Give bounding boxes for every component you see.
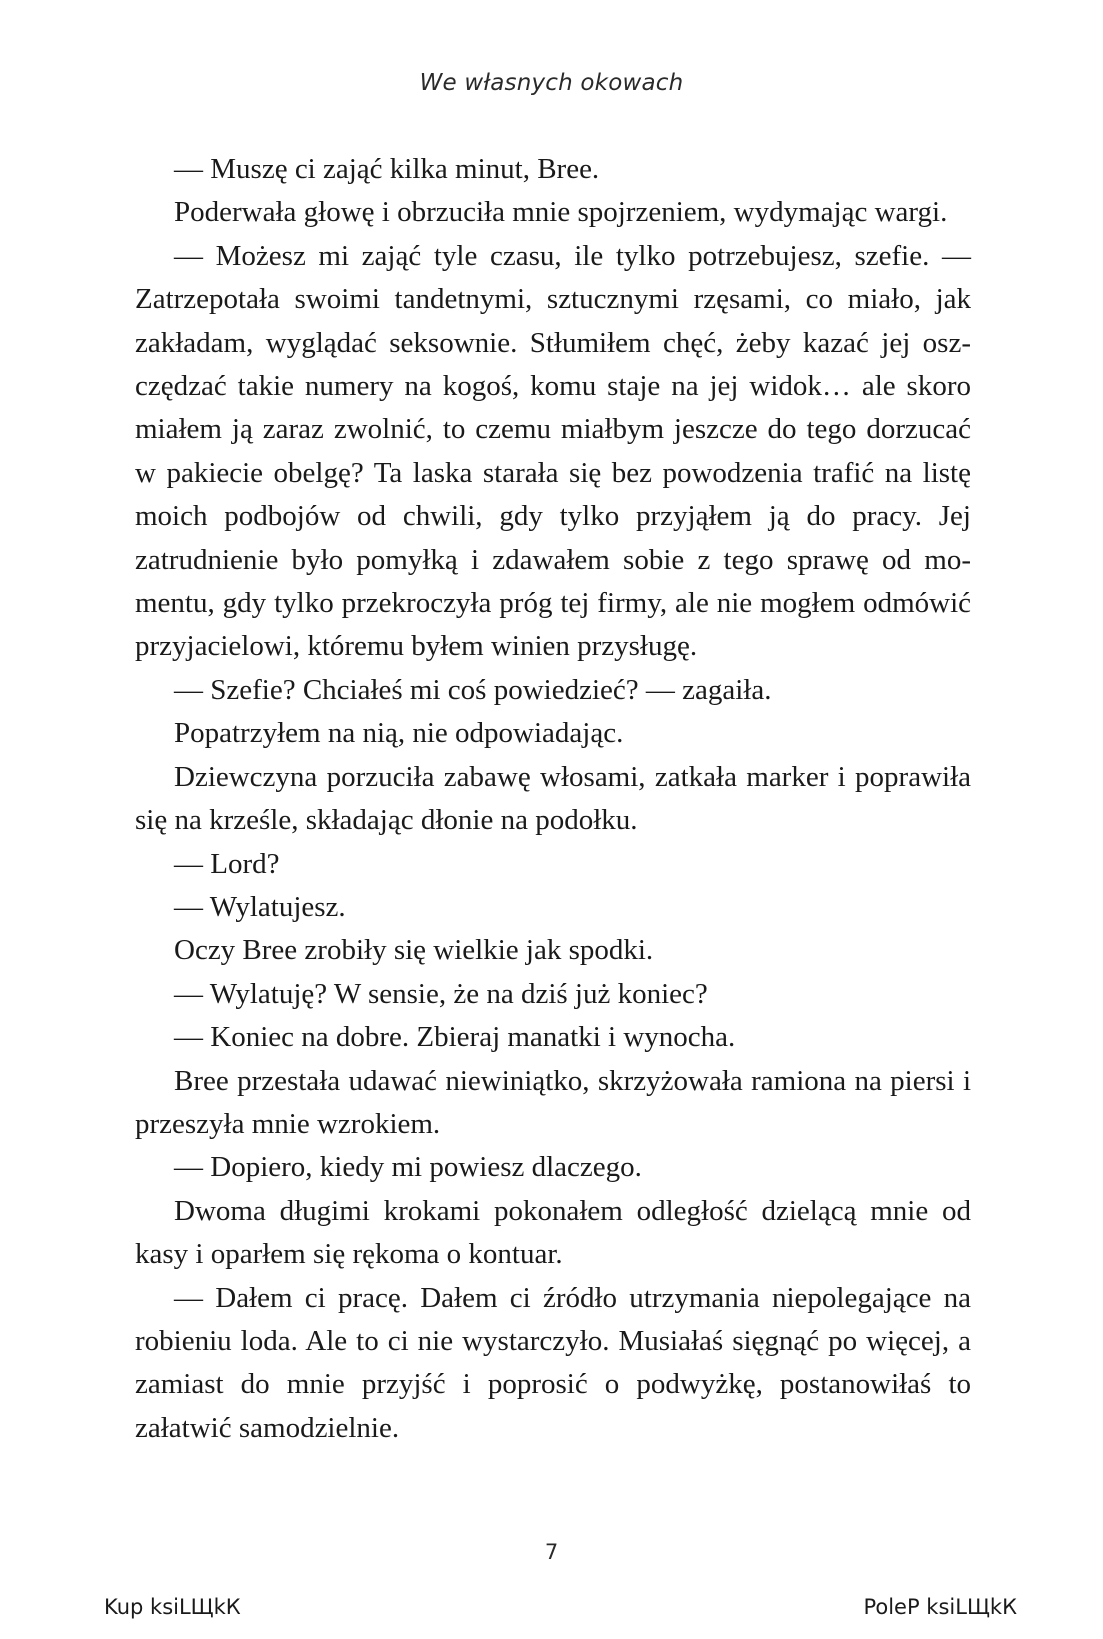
paragraph: — Muszę ci zająć kilka minut, Bree. — [174, 153, 600, 185]
paragraph: — Wylatuję? W sensie, że na dziś już koniec? — [174, 977, 708, 1010]
paragraph: Dwoma długimi krokami pokonałem odległość dzielącą mnie od kasy i oparłem się rękoma o kontuar. — [135, 1194, 971, 1271]
paragraph: — Koniec na dobre. Zbieraj manatki i wynocha. — [174, 1021, 736, 1054]
book-text — [135, 148, 971, 1450]
paragraph: — Lord? — [174, 847, 280, 880]
paragraph: — Dopiero, kiedy mi powiesz dlaczego. — [174, 1151, 642, 1184]
paragraph: Dziewczyna porzuciła zabawę włosami, zatkała marker i poprawiła się na krześle, składając dłonie na podołku. — [135, 760, 971, 837]
paragraph: — Możesz mi zająć tyle czasu, ile tylko potrzebujesz, szefie. — Zatrzepotała swoimi tandetnymi, sztucznymi rzęsami, co miało, jak zakładam, wyglądać seksownie. Stłumiłem chęć, żeby kazać jej oszczędzać takie numery na kogoś, komu staje na jej widok… ale skoro miałem ją zaraz zwolnić, to czemu miałbym jeszcze do tego dorzucać w pakiecie obelgę? Ta laska starała się bez powodzenia trafić na listę moich podbojów od chwili, gdy tylko przyjąłem ją do pracy. Jej zatrudnienie było pomyłką i zdawałem sobie z tego sprawę od momentu, gdy tylko przekroczyła próg tej firmy, ale nie mogłem odmówić przyjacielowi, któremu byłem winien przysługę. — [135, 239, 971, 663]
paragraph: — Szefie? Chciałeś mi coś powiedzieć? — zagaiła. — [174, 673, 772, 706]
running-header: We własnych okowach — [419, 70, 684, 96]
paragraph: — Wylatujesz. — [174, 890, 346, 923]
paragraph: Oczy Bree zrobiły się wielkie jak spodki. — [174, 934, 654, 967]
recommend-book-link[interactable]: PoleР ksiLЩkК — [863, 1595, 1017, 1619]
paragraph: Popatrzyłem na nią, nie odpowiadając. — [174, 717, 624, 750]
paragraph: Bree przestała udawać niewiniątko, skrzyżowała ramiona na piersi i przeszyła mnie wzrokiem. — [135, 1064, 971, 1140]
buy-book-link[interactable]: Kup ksiLЩkК — [104, 1595, 241, 1619]
paragraph: Poderwała głowę i obrzuciła mnie spojrzeniem, wydymając wargi. — [174, 196, 948, 229]
page-number: 7 — [544, 1540, 559, 1564]
paragraph: — Dałem ci pracę. Dałem ci źródło utrzymania niepolegające na robieniu loda. Ale to ci nie wystarczyło. Musiałaś sięgnąć po więcej, a zamiast do mnie przyjść i poprosić o podwyżkę, postanowiłaś to załatwić samodzielnie. — [135, 1281, 971, 1444]
